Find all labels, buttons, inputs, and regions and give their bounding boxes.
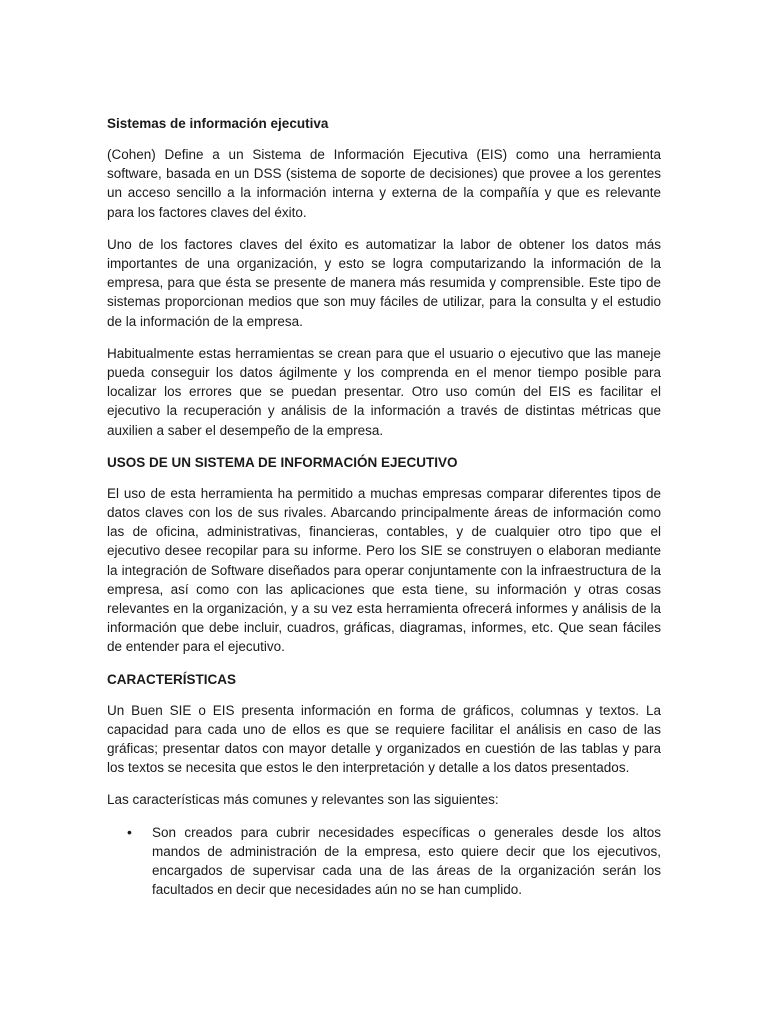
document-page <box>107 114 661 900</box>
list-item-text: Son creados para cubrir necesidades específicas o generales desde los altos mandos de administración de la empresa, esto quiere decir que los ejecutivos, encargados de supervisar cada una de las áreas de la organización serán los facultados en decir que necesidades aún no se han cumplido. <box>152 824 661 898</box>
document-title: Sistemas de información ejecutiva <box>107 116 329 131</box>
usos-heading: USOS DE UN SISTEMA DE INFORMACIÓN EJECUTIVO <box>107 454 458 470</box>
intro-paragraph-2: Uno de los factores claves del éxito es automatizar la labor de obtener los datos más importantes de una organización, y esto se logra computarizando la información de la empresa, para que ésta se presente de manera más resumida y comprensible. Este tipo de sistemas proporcionan medios que son muy fáciles de utilizar, para la consulta y el estudio de la información de la empresa. <box>107 236 661 329</box>
list-intro: Las características más comunes y relevantes son las siguientes: <box>107 792 499 808</box>
characteristics-list <box>107 823 661 900</box>
bullet-icon: • <box>127 823 132 840</box>
caracteristicas-heading: CARACTERÍSTICAS <box>107 671 237 687</box>
intro-paragraph-1: (Cohen) Define a un Sistema de Información Ejecutiva (EIS) como una herramienta software, basada en un DSS (sistema de soporte de decisiones) que provee a los gerentes un acceso sencillo a la información interna y externa de la compañía y que es relevante para los factores claves del éxito. <box>107 147 661 220</box>
intro-paragraph-3: Habitualmente estas herramientas se crean para que el usuario o ejecutivo que las maneje pueda conseguir los datos ágilmente y los comprenda en el menor tiempo posible para localizar los errores que se puedan presentar. Otro uso común del EIS es facilitar el ejecutivo la recuperación y análisis de la información a través de distintas métricas que auxilien a saber el desempeño de la empresa. <box>107 345 661 438</box>
list-item <box>107 823 661 900</box>
caracteristicas-paragraph: Un Buen SIE o EIS presenta información en forma de gráficos, columnas y textos. La capacidad para cada uno de ellos es que se requiere facilitar el análisis en caso de las gráficas; presentar datos con mayor detalle y organizados en cuestión de las tablas y para los textos se necesita que estos le den interpretación y detalle a los datos presentados. <box>107 702 661 776</box>
usos-paragraph: El uso de esta herramienta ha permitido a muchas empresas comparar diferentes tipos de datos claves con los de sus rivales. Abarcando principalmente áreas de información como las de oficina, administrativas, financieras, contables, y de cualquier otro tipo que el ejecutivo desee recopilar para su informe. Pero los SIE se construyen o elaboran mediante la integración de Software diseñados para operar conjuntamente con la infraestructura de la empresa, así como con las aplicaciones que esta tiene, su información y otras cosas relevantes en la organización, y a su vez esta herramienta ofrecerá informes y análisis de la información que debe incluir, cuadros, gráficas, diagramas, informes, etc. Que sean fáciles de entender para el ejecutivo. <box>107 485 661 655</box>
